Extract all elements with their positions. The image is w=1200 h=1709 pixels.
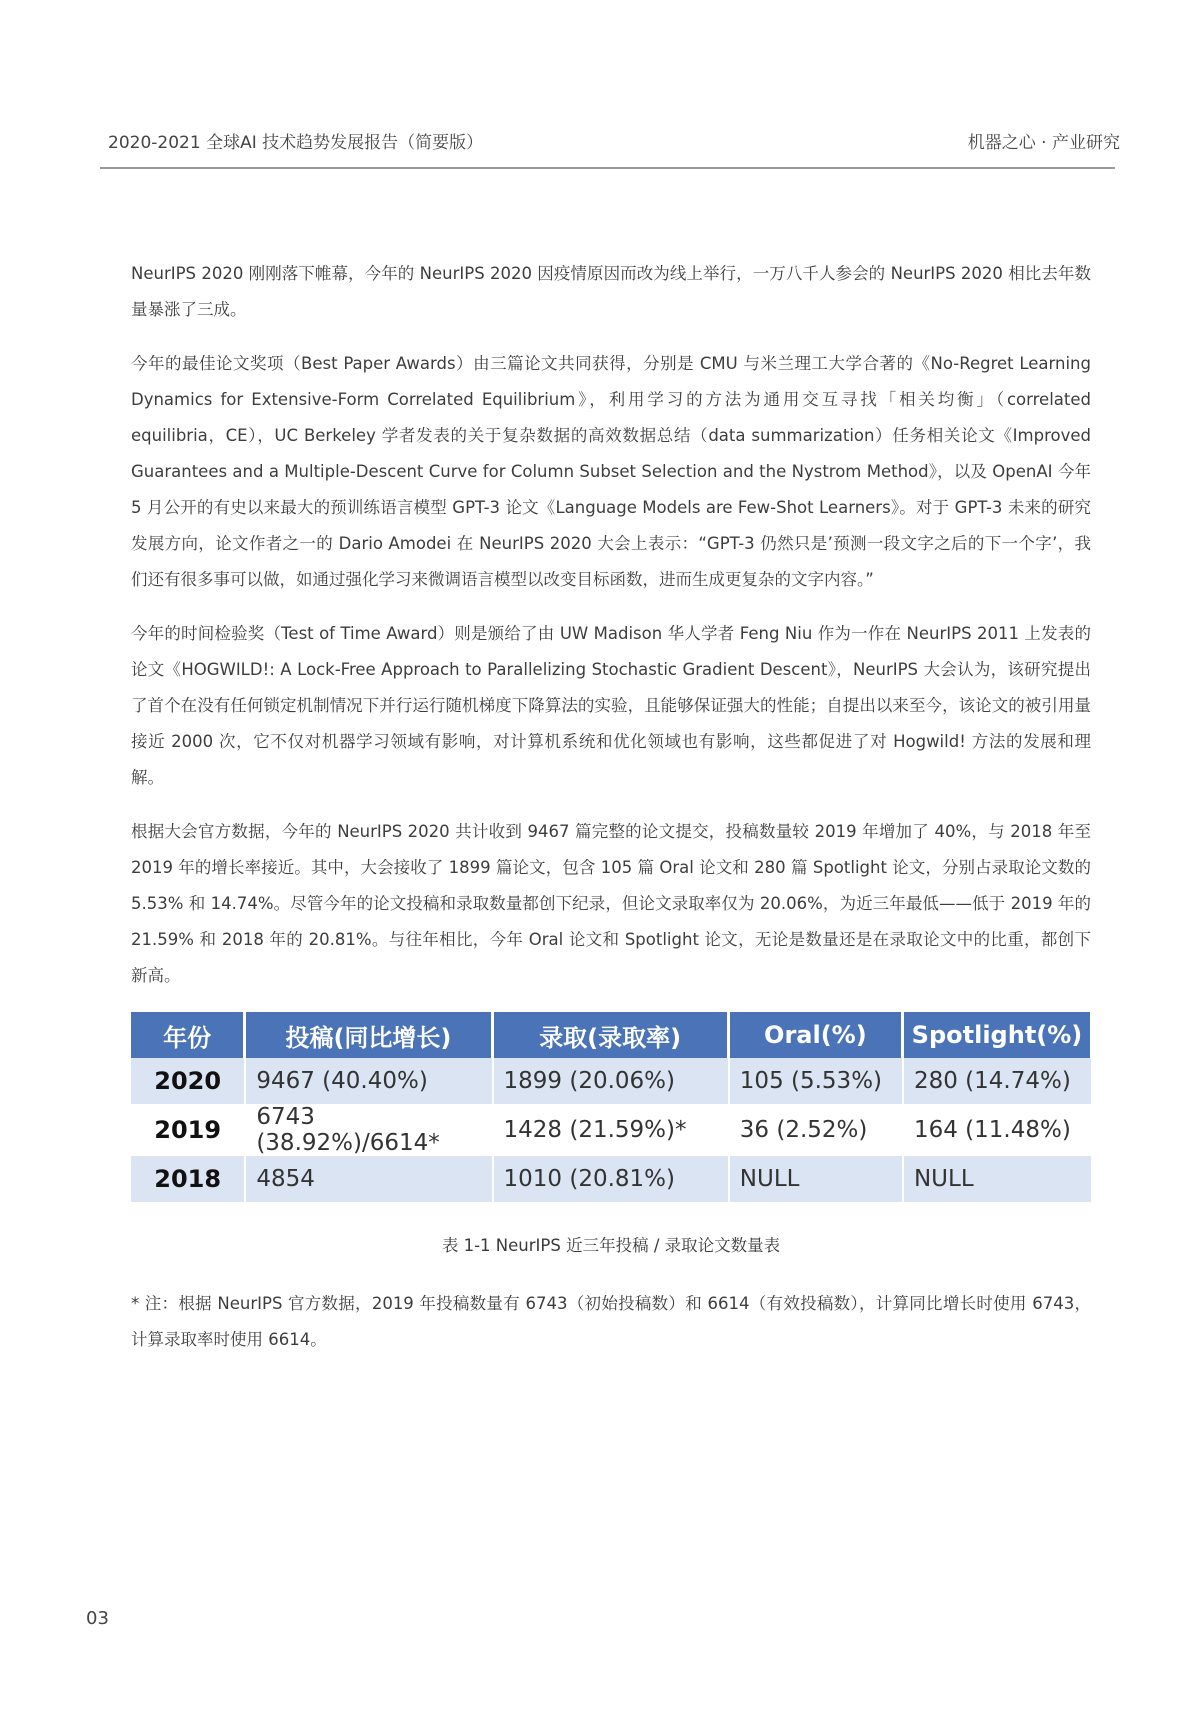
footnote: * 注：根据 NeurIPS 官方数据，2019 年投稿数量有 6743（初始投稿数）和 6614（有效投稿数），计算同比增长时使用 6743，计算录取率时使用 6614。	[131, 1294, 1091, 1349]
table-cell-year: 2018	[131, 1156, 244, 1202]
table-cell: NULL	[904, 1156, 1091, 1202]
table-cell-year: 2020	[131, 1058, 244, 1104]
paragraph-intro: NeurIPS 2020 刚刚落下帷幕，今年的 NeurIPS 2020 因疫情原因而改为线上举行，一万八千人参会的 NeurIPS 2020 相比去年数量暴涨了三成。	[131, 264, 1091, 319]
table-cell-year: 2019	[154, 1116, 222, 1144]
main-content	[131, 256, 1091, 1358]
table-row	[131, 1156, 1091, 1202]
column-header-oral: Oral(%)	[730, 1012, 902, 1058]
submission-stats-table	[129, 1012, 1093, 1202]
table-cell: 105 (5.53%)	[730, 1058, 902, 1104]
table-cell: 6743 (38.92%)/6614*	[256, 1104, 440, 1156]
table-cell: 1428 (21.59%)*	[503, 1117, 687, 1143]
table-header-row	[131, 1012, 1091, 1058]
paragraph-test-of-time: 今年的时间检验奖（Test of Time Award）则是颁给了由 UW Madison 华人学者 Feng Niu 作为一作在 NeurIPS 2011 上发表的论文《HOGWILD!: A Lock-Free Approach to Parallelizing Stochastic Gradient Descent》，NeurIPS 大会认为，该研究提出了首个在没有任何锁定机制情况下并行运行随机梯度下降算法的实验，且能够保证强大的性能；自提出以来至今，该论文的被引用量接近 2000 次，它不仅对机器学习领域有影响，对计算机系统和优化领域也有影响，这些都促进了对 Hogwild! 方法的发展和理解。	[131, 624, 1091, 787]
table-row	[131, 1104, 1091, 1156]
paragraph-statistics: 根据大会官方数据，今年的 NeurIPS 2020 共计收到 9467 篇完整的论文提交，投稿数量较 2019 年增加了 40%，与 2018 年至 2019 年的增长率接近。其中，大会接收了 1899 篇论文，包含 105 篇 Oral 论文和 280 篇 Spotlight 论文，分别占录取论文数的5.53% 和 14.74%。尽管今年的论文投稿和录取数量都创下纪录，但论文录取率仅为 20.06%，为近三年最低——低于 2019 年的 21.59% 和 2018 年的 20.81%。与往年相比，今年 Oral 论文和 Spotlight 论文，无论是数量还是在录取论文中的比重，都创下新高。	[131, 822, 1091, 985]
table-cell: 4854	[246, 1156, 491, 1202]
publisher-name: 机器之心 · 产业研究	[967, 133, 1120, 153]
report-title: 2020-2021 全球AI 技术趋势发展报告（简要版）	[108, 133, 484, 153]
paragraph-best-paper: 今年的最佳论文奖项（Best Paper Awards）由三篇论文共同获得，分别是 CMU 与米兰理工大学合著的《No-Regret Learning Dynamics for Extensive-Form Correlated Equilibrium》，利用学习的方法为通用交互寻找「相关均衡」（correlated equilibria，CE），UC Berkeley 学者发表的关于复杂数据的高效数据总结（data summarization）任务相关论文《Improved Guarantees and a Multiple-Descent Curve for Column Subset Selection and the Nystrom Method》，以及 OpenAI 今年 5 月公开的有史以来最大的预训练语言模型 GPT-3 论文《Language Models are Few-Shot Learners》。对于 GPT-3 未来的研究发展方向，论文作者之一的 Dario Amodei 在 NeurIPS 2020 大会上表示：“GPT-3 仍然只是’预测一段文字之后的下一个字’，我们还有很多事可以做，如通过强化学习来微调语言模型以改变目标函数，进而生成更复杂的文字内容。”	[131, 354, 1091, 589]
table-cell: 1899 (20.06%)	[494, 1058, 728, 1104]
column-header-submissions: 投稿(同比增长)	[246, 1012, 491, 1058]
header-divider	[100, 167, 1115, 169]
table-cell: 164 (11.48%)	[913, 1117, 1071, 1143]
table-caption: 表 1-1 NeurIPS 近三年投稿 / 录取论文数量表	[441, 1236, 781, 1255]
column-header-year: 年份	[131, 1012, 244, 1058]
table-cell: 9467 (40.40%)	[246, 1058, 491, 1104]
table-cell: 36 (2.52%)	[739, 1117, 868, 1143]
table-cell: 280 (14.74%)	[904, 1058, 1091, 1104]
page-header	[108, 128, 1120, 154]
page-number: 03	[86, 1608, 109, 1629]
table-row	[131, 1058, 1091, 1104]
table-cell: 1010 (20.81%)	[494, 1156, 728, 1202]
table-cell: NULL	[730, 1156, 902, 1202]
column-header-spotlight: Spotlight(%)	[904, 1012, 1091, 1058]
column-header-accepted: 录取(录取率)	[494, 1012, 728, 1058]
